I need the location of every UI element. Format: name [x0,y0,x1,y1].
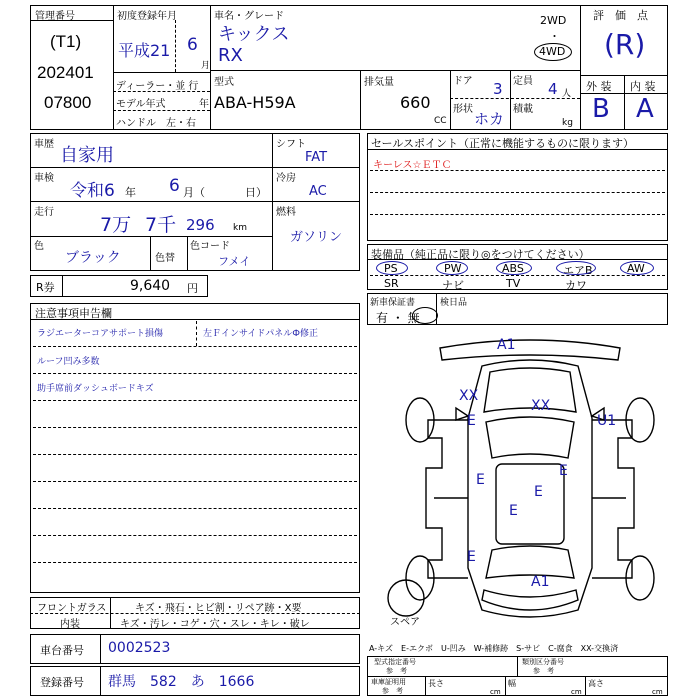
note-line-1-left: ラジエーターコアサポート損傷 [37,329,164,339]
model-value: ABA-H59A [214,93,296,112]
exterior-grade: B [592,94,610,124]
warranty-label: 新車保証書 [370,298,416,308]
interior-label: 内 装 [630,80,656,93]
drive-4wd: 4WD [539,45,566,58]
shape-value: ホカ [474,110,505,128]
equipment-label: 装備品（純正品に限り◎をつけてください） [371,248,590,261]
equip-abs: ABS [502,262,524,275]
recycle-unit: 円 [187,282,198,295]
kanri-number-2: 07800 [44,93,92,112]
equip-sr: SR [384,277,399,290]
class-ref: 参 考 [533,667,554,675]
capacity-label: 定員 [513,76,533,87]
width-cm: cm [571,688,582,696]
handle-label: ハンドル 左・右 [116,118,196,129]
type-num-label: 型式指定番号 [374,658,416,666]
reg-label: 登録番号 [40,676,84,689]
damage-mark-right-door: E [559,463,568,479]
color-code-value: フメイ [218,255,251,268]
note-line-2: ルーフ凹み多数 [37,357,100,367]
color-code-label: 色コード [190,241,230,252]
damage-mark-left-door: E [476,472,485,488]
date-label: 検日品 [440,298,468,308]
height-cm: cm [652,688,663,696]
warranty-value: 有 ・ 無 [376,311,420,325]
notes-label: 注意事項申告欄 [35,307,112,320]
reg-value: 群馬 582 あ 1666 [108,674,255,690]
car-damage-diagram [370,328,668,640]
damage-legend: A-キズ E-エクボ U-凹み W-補修跡 S-サビ C-腐食 XX-交換済 [369,644,619,653]
month-unit: 月 [201,61,211,71]
color-value: ブラック [65,250,121,266]
car-grade: RX [218,45,243,66]
equip-tv: TV [506,277,521,290]
ac-label: 冷房 [276,173,296,184]
front-glass-value: キズ・飛石・ヒビ割・リペア跡・X要 [135,603,302,614]
mileage-rest: 296 [186,216,215,234]
damage-mark-left-quarter: E [467,549,476,565]
interior-grade: A [636,94,654,124]
ac-value: AC [309,184,327,199]
shaken-month: 6 [169,176,180,196]
color-label: 色 [34,241,44,252]
note-line-3: 助手席前ダッシュボードキズ [37,384,154,394]
interior-cond-label: 内装 [60,619,80,630]
equip-ps: PS [384,262,398,275]
shift-label: シフト [276,139,306,150]
kanri-label: 管理番号 [35,11,75,22]
model-year-label: モデル年式 [116,99,166,110]
damage-mark-right-fender: U1 [597,413,617,429]
drive-dot: ・ [549,30,560,43]
width-label: 幅 [508,679,516,688]
sales-item: キーレス☆ＥＴＣ [373,160,452,171]
recycle-value: 9,640 [130,278,171,294]
kg-unit: kg [562,118,573,128]
rating-score: (R) [604,28,646,61]
mileage-sen: 7千 [145,214,177,236]
equip-pw: PW [444,262,462,275]
year-unit: 年 [199,99,209,110]
first-reg-era: 平成21 [118,41,171,60]
model-label: 型式 [214,77,234,88]
damage-mark-left-rear-door: E [509,503,518,519]
load-label: 積載 [513,104,533,115]
doors-label: ドア [453,76,473,87]
cc-unit: CC [434,116,447,126]
height-label: 高さ [588,679,604,688]
type-ref: 参 考 [386,667,407,675]
shape-label: 形状 [453,104,473,115]
cert-label: 車庫証明用 [371,678,406,686]
equip-aw: AW [627,262,645,275]
damage-mark-rear-bumper: A1 [531,574,550,590]
capacity-value: 4 [548,80,558,98]
shaken-year-unit: 年 [125,186,136,199]
recycle-frame [30,275,208,297]
shaken-label: 車検 [34,173,54,184]
length-label: 長さ [428,679,444,688]
chassis-label: 車台番号 [40,644,84,657]
front-glass-label: フロントガラス [37,603,107,614]
length-cm: cm [490,688,501,696]
shaken-day-unit: 日） [245,186,267,199]
kanri-code: (T1) [50,32,82,51]
history-label: 車歴 [34,139,54,150]
first-reg-month: 6 [187,35,198,55]
equip-navi: ナビ [442,279,464,292]
car-name: キックス [218,24,290,45]
displacement-label: 排気量 [364,77,394,88]
cert-ref: 参 考 [382,687,403,695]
class-num-label: 類別区分番号 [522,658,564,666]
spare-label: スペア [390,617,420,628]
mileage-man: 7万 [100,214,132,236]
carname-label: 車名・グレード [214,11,284,22]
header-frame [30,5,668,130]
damage-mark-left-fender: XX [459,388,479,404]
note-line-1-right: 左ＦインサイドパネルФ修正 [203,329,318,339]
sales-label: セールスポイント（正常に機能するものに限ります） [371,137,635,150]
capacity-unit: 人 [562,89,572,99]
interior-cond-value: キズ・汚レ・コゲ・穴・スレ・キレ・破レ [120,619,310,630]
dealer-label: ディーラー・並 行 [116,81,199,92]
chassis-value: 0002523 [108,640,171,656]
displacement-value: 660 [400,93,431,112]
damage-mark-roof: E [534,484,543,500]
damage-mark-front-bumper: A1 [497,337,516,353]
first-reg-label: 初度登録年月 [117,11,177,22]
rating-label: 評 価 点 [593,9,648,22]
color-change-label: 色替 [155,253,175,264]
exterior-label: 外 装 [586,80,612,93]
drive-2wd: 2WD [540,14,567,27]
shaken-era: 令和6 [70,181,115,201]
damage-mark-hood: XX [531,398,551,414]
equip-leather: カワ [565,279,587,292]
history-value: 自家用 [60,145,114,166]
damage-mark-left-front: E [467,413,476,429]
fuel-value: ガソリン [290,230,343,245]
km-unit: km [233,223,247,233]
recycle-label: R券 [36,281,55,294]
fuel-label: 燃料 [276,207,296,218]
doors-value: 3 [493,80,503,98]
equip-airbag: エアB [563,264,593,277]
mileage-label: 走行 [34,207,54,218]
shaken-month-unit: 月（ [183,186,205,199]
kanri-number-1: 202401 [37,63,94,82]
shift-value: FAT [305,150,328,165]
